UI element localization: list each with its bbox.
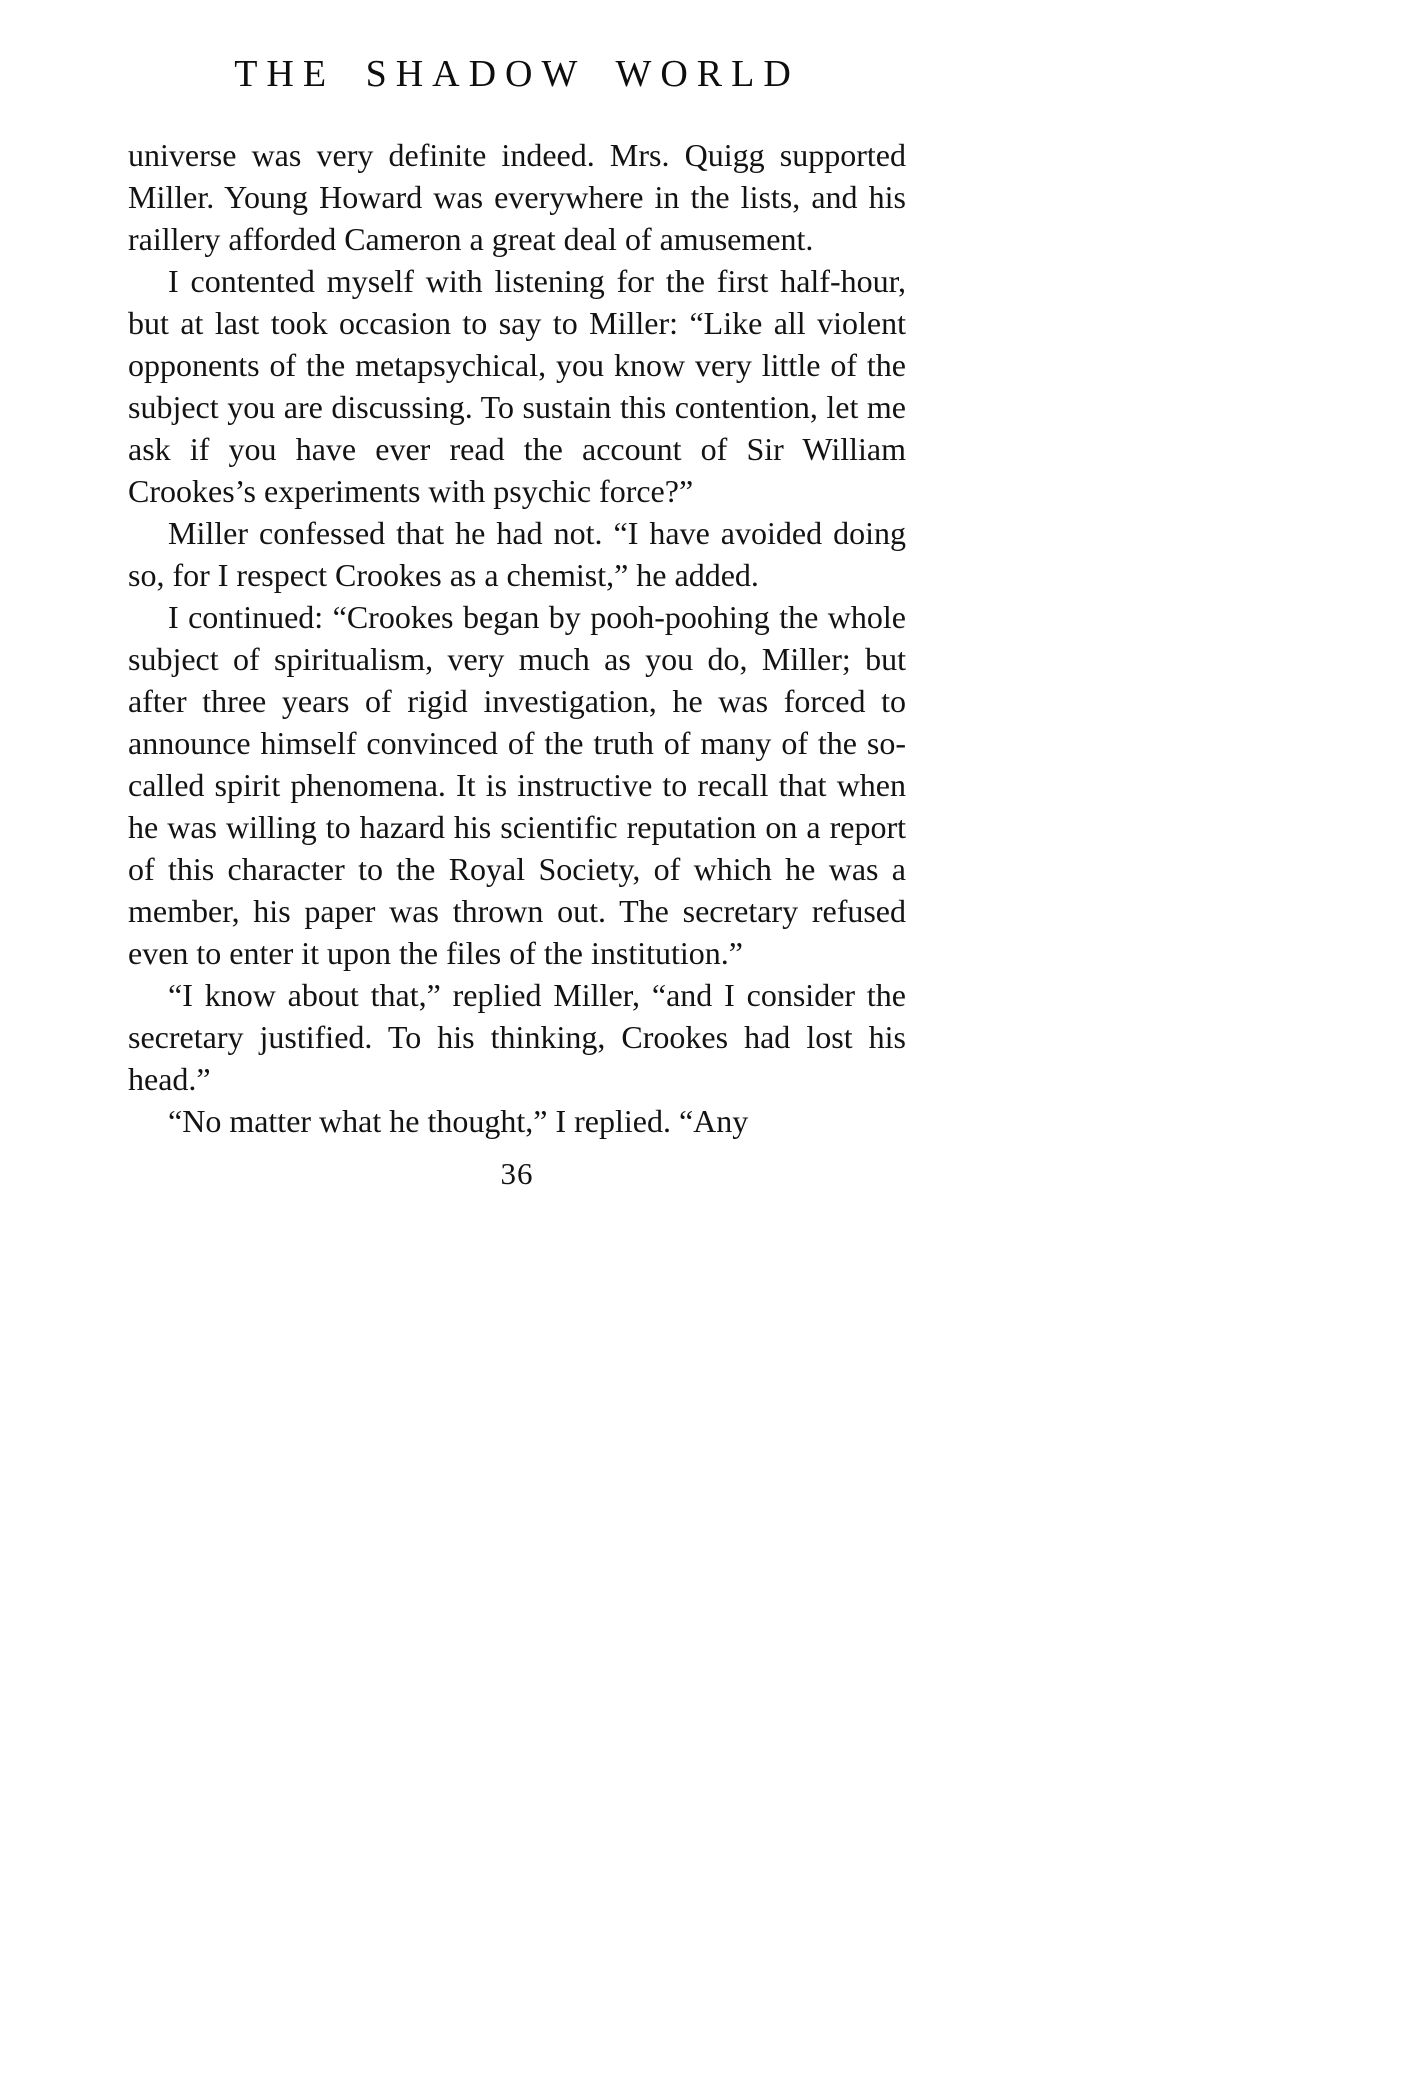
- paragraph-1: universe was very definite indeed. Mrs. Quigg supported Miller. Young Howard was everywhere in the lists, and his raillery afforded Cameron a great deal of amusement.: [128, 137, 906, 257]
- paragraph-6: “No matter what he thought,” I replied. “Any: [168, 1103, 749, 1139]
- paragraph-5: “I know about that,” replied Miller, “and I consider the secretary justified. To his thinking, Crookes had lost his head.”: [128, 977, 906, 1097]
- paragraph-4: I continued: “Crookes began by pooh-poohing the whole subject of spiritualism, very much as you do, Miller; but after three years of rigid investigation, he was forced to announce himself convinced of the truth of many of the so-called spirit phenomena. It is instructive to recall that when he was willing to hazard his scientific reputation on a report of this character to the Royal Society, of which he was a member, his paper was thrown out. The secretary refused even to enter it upon the files of the institution.”: [128, 599, 906, 971]
- running-head: THE SHADOW WORLD: [234, 53, 800, 95]
- text-block: [128, 134, 906, 1142]
- paragraph-3: Miller confessed that he had not. “I have avoided doing so, for I respect Crookes as a chemist,” he added.: [128, 515, 906, 593]
- page-content: [128, 0, 906, 1192]
- page-number: 36: [500, 1156, 534, 1191]
- paragraph-2: I contented myself with listening for the first half-hour, but at last took occasion to say to Miller: “Like all violent opponents of the metapsychical, you know very little of the subject you are discussing. To sustain this contention, let me ask if you have ever read the account of Sir William Crookes’s experiments with psychic force?”: [128, 263, 906, 509]
